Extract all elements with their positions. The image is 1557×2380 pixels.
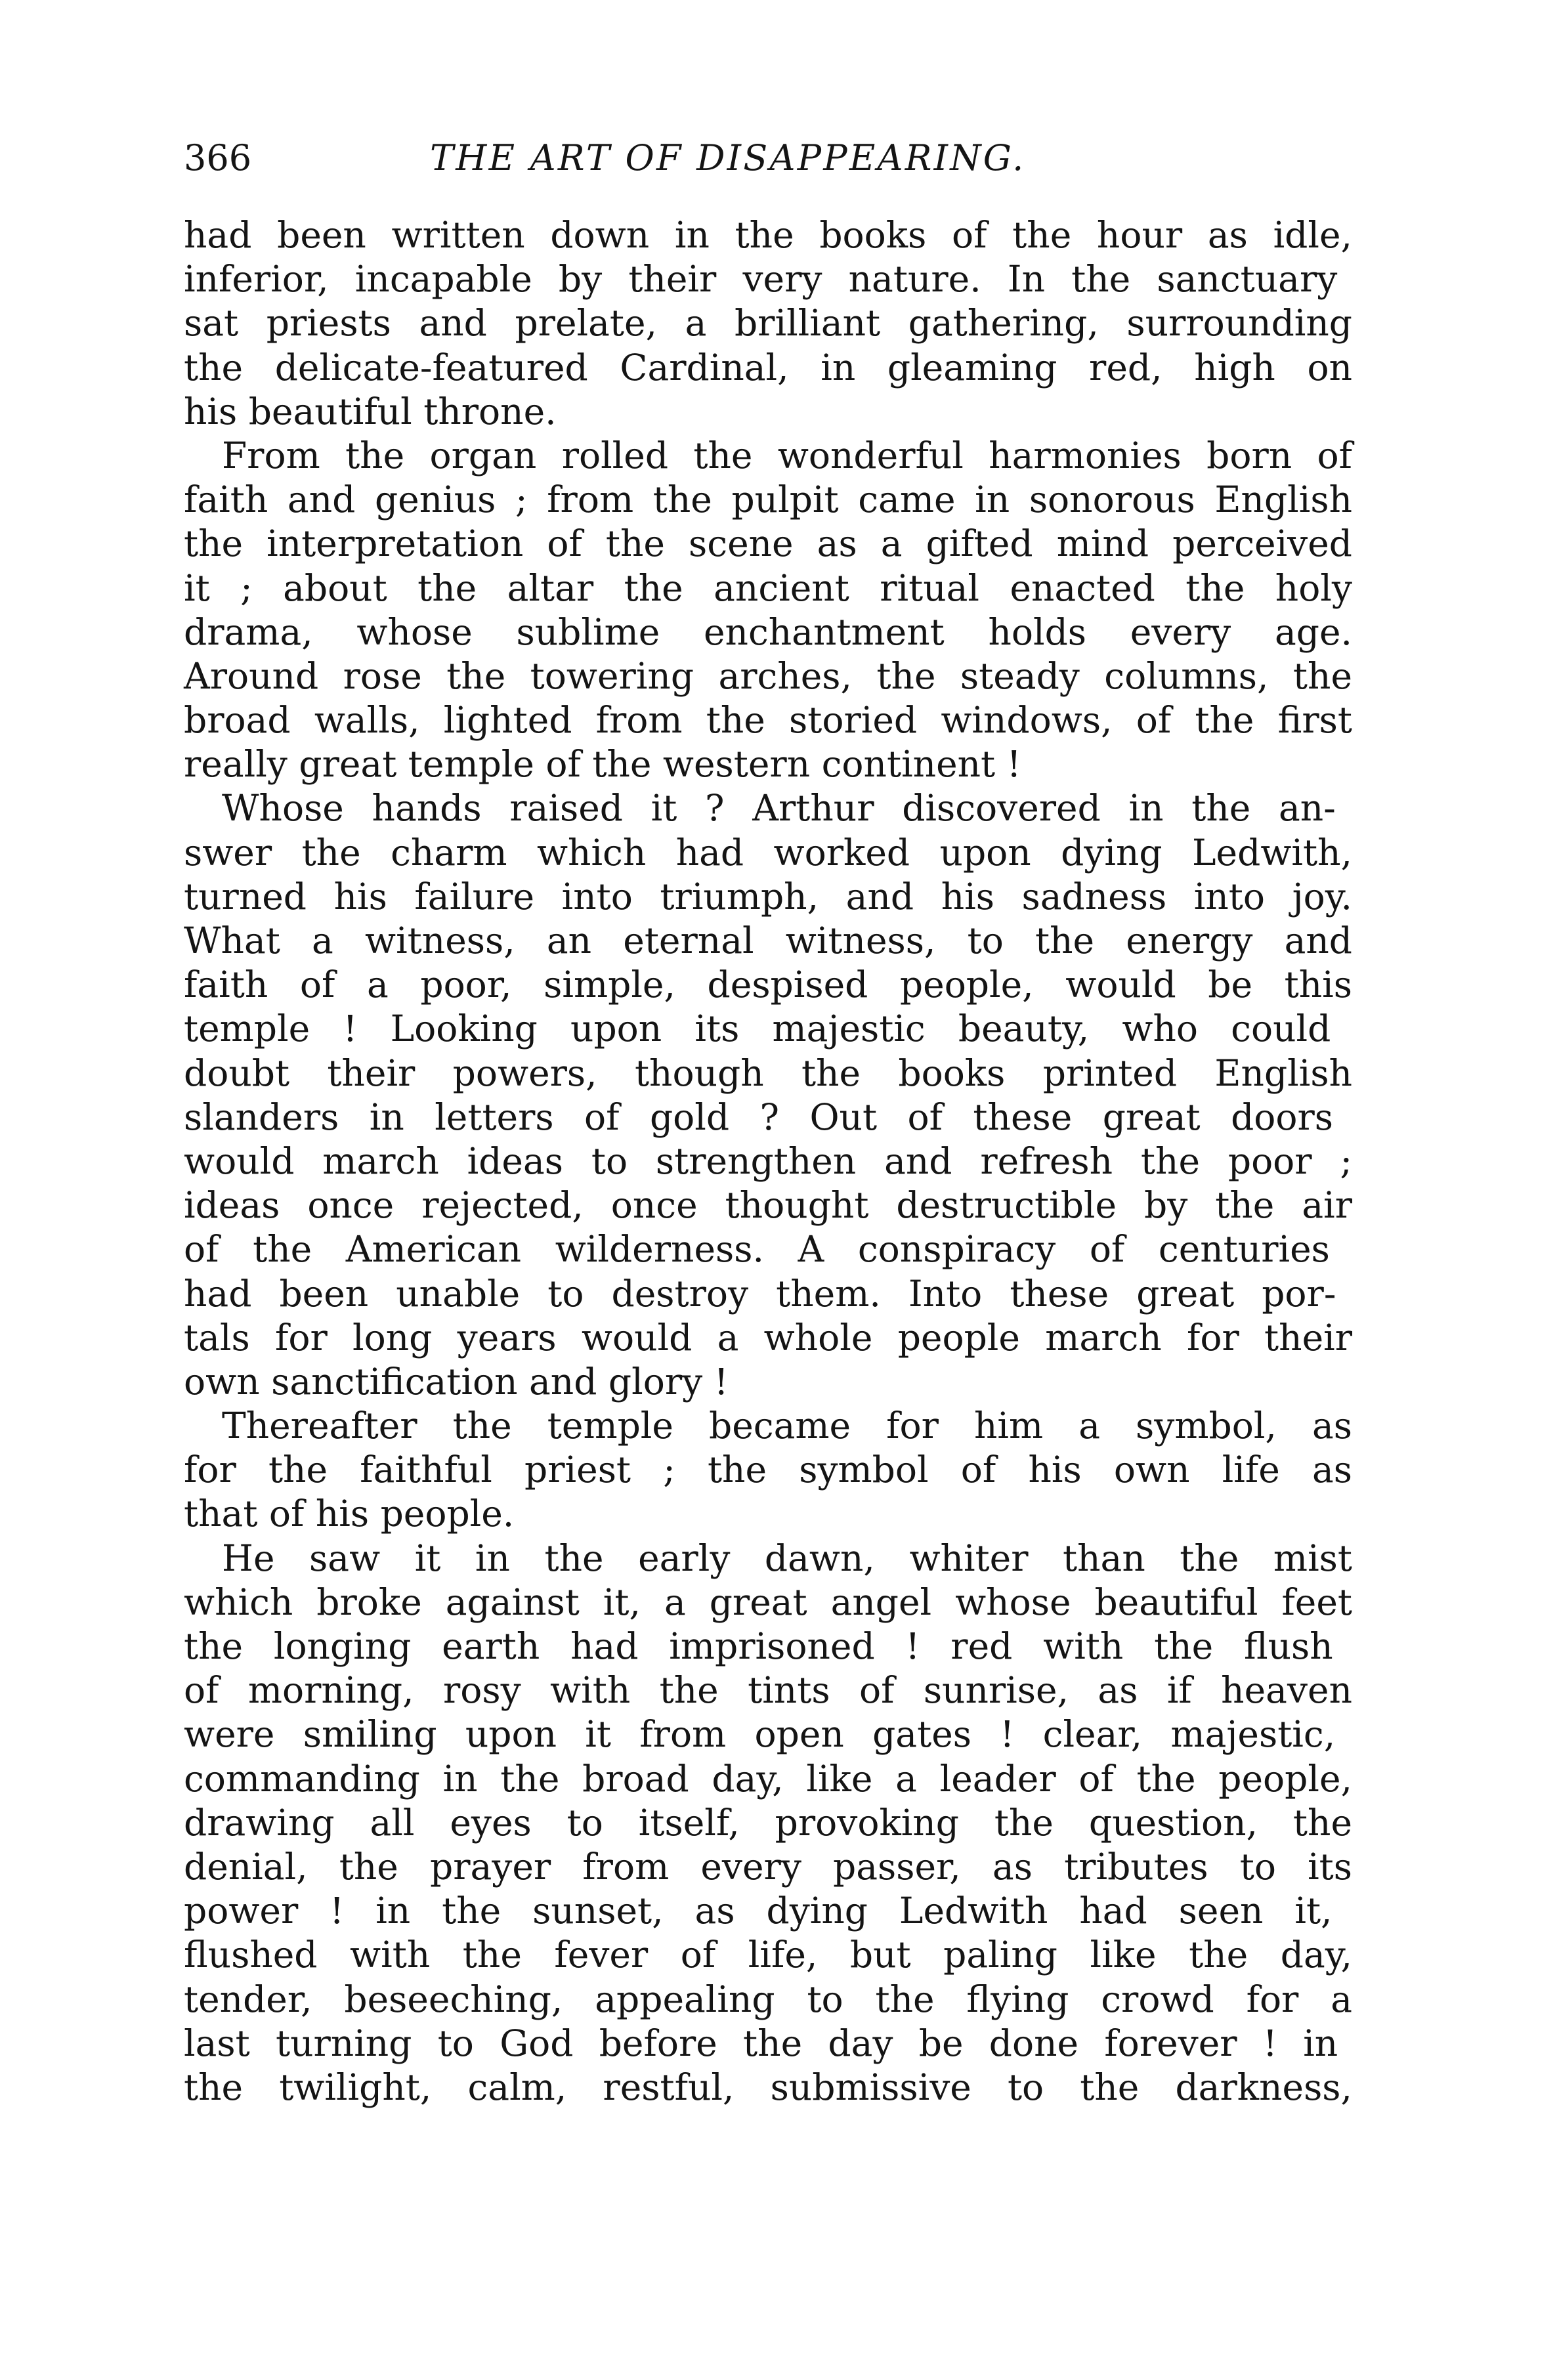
text-line: really great temple of the western continent ! <box>184 743 1021 786</box>
text-line: tender, beseeching, appealing to the flying crowd for a <box>184 1978 1352 2020</box>
text-line: of the American wilderness. A conspiracy of centuries <box>184 1228 1330 1271</box>
text-line: Whose hands raised it ? Arthur discovered in the an- <box>222 787 1336 830</box>
text-line: were smiling upon it from open gates ! clear, majestic, <box>184 1713 1336 1756</box>
text-line: power ! in the sunset, as dying Ledwith had seen it, <box>184 1890 1333 1932</box>
text-line: turned his failure into triumph, and his sadness into joy. <box>184 875 1352 918</box>
text-line: Thereafter the temple became for him a symbol, as <box>222 1405 1352 1447</box>
text-line: tals for long years would a whole people march for their <box>184 1316 1352 1359</box>
text-line: drama, whose sublime enchantment holds every age. <box>184 610 1352 653</box>
text-line: the longing earth had imprisoned ! red with the flush <box>184 1625 1333 1667</box>
text-line: the interpretation of the scene as a gifted mind perceived <box>184 522 1352 565</box>
page-number: 366 <box>184 137 252 179</box>
text-line: that of his people. <box>184 1493 515 1535</box>
text-line: it ; about the altar the ancient ritual enacted the holy <box>184 566 1352 609</box>
body-text <box>184 213 1352 2110</box>
text-line: broad walls, lighted from the storied windows, of the first <box>184 699 1352 742</box>
text-line: last turning to God before the day be done forever ! in <box>184 2022 1338 2064</box>
text-line: What a witness, an eternal witness, to the energy and <box>184 920 1352 962</box>
text-line: inferior, incapable by their very nature. In the sanctuary <box>184 258 1338 301</box>
text-line: had been written down in the books of the hour as idle, <box>184 214 1352 256</box>
text-line: ideas once rejected, once thought destructible by the air <box>184 1184 1352 1227</box>
text-line: faith of a poor, simple, despised people, would be this <box>184 964 1352 1006</box>
text-line: swer the charm which had worked upon dying Ledwith, <box>184 831 1352 874</box>
text-line: the delicate-featured Cardinal, in gleaming red, high on <box>184 346 1352 389</box>
text-line: denial, the prayer from every passer, as tributes to its <box>184 1845 1352 1888</box>
text-line: which broke against it, a great angel whose beautiful feet <box>184 1581 1352 1623</box>
text-line: sat priests and prelate, a brilliant gathering, surrounding <box>184 302 1352 345</box>
text-line: had been unable to destroy them. Into these great por- <box>184 1272 1336 1315</box>
text-line: faith and genius ; from the pulpit came in sonorous English <box>184 478 1352 521</box>
text-line: From the organ rolled the wonderful harmonies born of <box>222 434 1352 477</box>
text-line: He saw it in the early dawn, whiter than the mist <box>222 1537 1352 1579</box>
page-header <box>184 135 1352 182</box>
text-line: commanding in the broad day, like a leader of the people, <box>184 1757 1352 1800</box>
text-line: slanders in letters of gold ? Out of these great doors <box>184 1095 1334 1138</box>
text-line: the twilight, calm, restful, submissive to the darkness, <box>184 2066 1352 2108</box>
text-line: for the faithful priest ; the symbol of his own life as <box>184 1449 1352 1491</box>
text-line: would march ideas to strengthen and refresh the poor ; <box>184 1139 1352 1182</box>
text-line: Around rose the towering arches, the steady columns, the <box>184 654 1352 697</box>
text-line: drawing all eyes to itself, provoking the question, the <box>184 1801 1352 1844</box>
running-title: THE ART OF DISAPPEARING. <box>430 137 1026 179</box>
text-line: flushed with the fever of life, but paling like the day, <box>184 1934 1352 1976</box>
text-line: temple ! Looking upon its majestic beauty, who could <box>184 1008 1331 1050</box>
text-line: of morning, rosy with the tints of sunrise, as if heaven <box>184 1669 1352 1712</box>
text-line: own sanctification and glory ! <box>184 1360 729 1403</box>
text-line: his beautiful throne. <box>184 390 557 433</box>
text-line: doubt their powers, though the books printed English <box>184 1052 1352 1094</box>
